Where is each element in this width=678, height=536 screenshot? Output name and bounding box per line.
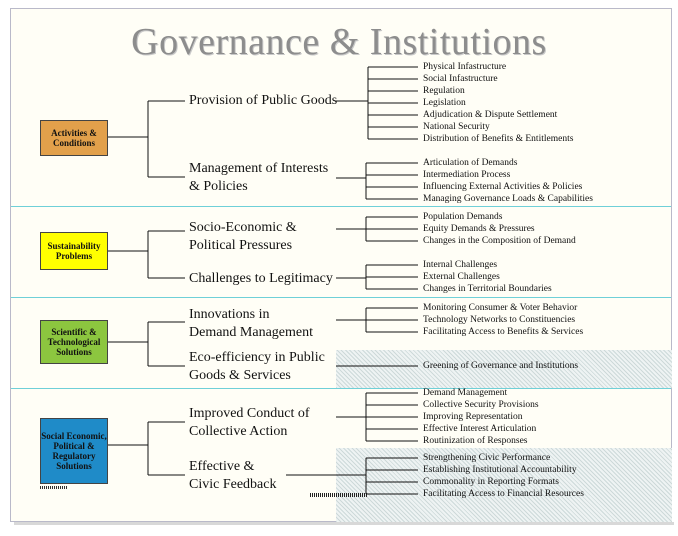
detail-item: Intermediation Process bbox=[423, 170, 511, 180]
detail-item: Social Infastructure bbox=[423, 74, 498, 84]
subitem-effective-civic-feedback bbox=[189, 458, 276, 494]
subitem-eco-efficiency bbox=[189, 349, 325, 385]
detail-item: National Security bbox=[423, 122, 490, 132]
subitem-label-line: Socio-Economic & bbox=[189, 220, 297, 235]
detail-list bbox=[423, 157, 593, 205]
subitem-label-line: Goods & Services bbox=[189, 368, 291, 383]
subitem-improved-conduct bbox=[189, 405, 310, 441]
subitem-label-line: & Policies bbox=[189, 179, 248, 194]
category-label: Sustainability Problems bbox=[47, 241, 101, 261]
detail-item: Facilitating Access to Financial Resources bbox=[423, 489, 584, 499]
detail-item: Regulation bbox=[423, 86, 465, 96]
detail-item: Distribution of Benefits & Entitlements bbox=[423, 134, 574, 144]
detail-item: Adjudication & Dispute Settlement bbox=[423, 110, 558, 120]
detail-item: Technology Networks to Constituencies bbox=[423, 315, 576, 325]
subitem-label-line: Eco-efficiency in Public bbox=[189, 350, 325, 365]
slide-title: Governance & Institutions bbox=[131, 21, 547, 63]
detail-list bbox=[423, 302, 583, 338]
detail-item: Facilitating Access to Benefits & Services bbox=[423, 327, 584, 337]
subitem-label-line: Provision of Public Goods bbox=[189, 93, 338, 108]
detail-item: Managing Governance Loads & Capabilities bbox=[423, 194, 593, 204]
subitem-label-line: Improved Conduct of bbox=[189, 406, 310, 421]
detail-item: Changes in Territorial Boundaries bbox=[423, 284, 552, 294]
subitem-label-line: Challenges to Legitimacy bbox=[189, 271, 333, 286]
detail-item: Population Demands bbox=[423, 212, 503, 222]
subitem-label-line: Innovations in bbox=[189, 307, 270, 322]
detail-list bbox=[423, 452, 584, 500]
subitem-label-line: Management of Interests bbox=[189, 161, 329, 176]
subitem-management-of-interests bbox=[189, 160, 328, 196]
detail-item: Equity Demands & Pressures bbox=[423, 224, 535, 234]
subitem-socio-economic-pressures bbox=[189, 219, 297, 255]
detail-item: Greening of Governance and Institutions bbox=[423, 361, 579, 371]
subitem-label-line: Collective Action bbox=[189, 424, 288, 439]
subitem-label-line: Civic Feedback bbox=[189, 477, 277, 492]
detail-item: Influencing External Activities & Policies bbox=[423, 182, 583, 192]
category-label: Scientific & Technological Solutions bbox=[47, 327, 101, 357]
detail-list bbox=[423, 211, 576, 247]
detail-item: Internal Challenges bbox=[423, 260, 498, 270]
detail-item: Strengthening Civic Performance bbox=[423, 453, 551, 463]
detail-item: Physical Infastructure bbox=[423, 62, 507, 72]
detail-item: Legislation bbox=[423, 98, 466, 108]
detail-item: Routinization of Responses bbox=[423, 436, 528, 446]
detail-list bbox=[423, 259, 552, 295]
detail-list bbox=[423, 360, 578, 372]
detail-item: Effective Interest Articulation bbox=[423, 424, 537, 434]
detail-item: Articulation of Demands bbox=[423, 158, 518, 168]
subitem-label-line: Political Pressures bbox=[189, 238, 293, 253]
detail-item: Monitoring Consumer & Voter Behavior bbox=[423, 303, 578, 313]
detail-item: Improving Representation bbox=[423, 412, 523, 422]
detail-item: Demand Management bbox=[423, 388, 508, 398]
subitem-label-line: Effective & bbox=[189, 459, 255, 474]
detail-item: Changes in the Composition of Demand bbox=[423, 236, 576, 246]
subitem-challenges-to-legitimacy bbox=[189, 270, 333, 288]
category-label: Social Economic, Political & Regulatory Solutions bbox=[41, 431, 107, 471]
subitem-provision-of-public-goods bbox=[189, 92, 337, 110]
subitem-label-line: Demand Management bbox=[189, 325, 314, 340]
detail-item: Collective Security Provisions bbox=[423, 400, 539, 410]
detail-list bbox=[423, 387, 539, 447]
detail-item: Establishing Institutional Accountability bbox=[423, 465, 577, 475]
detail-item: Commonality in Reporting Formats bbox=[423, 477, 559, 487]
detail-item: External Challenges bbox=[423, 272, 500, 282]
detail-list bbox=[423, 61, 573, 145]
category-label: Activities & Conditions bbox=[51, 128, 97, 148]
subitem-innovations-demand-management bbox=[189, 306, 313, 342]
